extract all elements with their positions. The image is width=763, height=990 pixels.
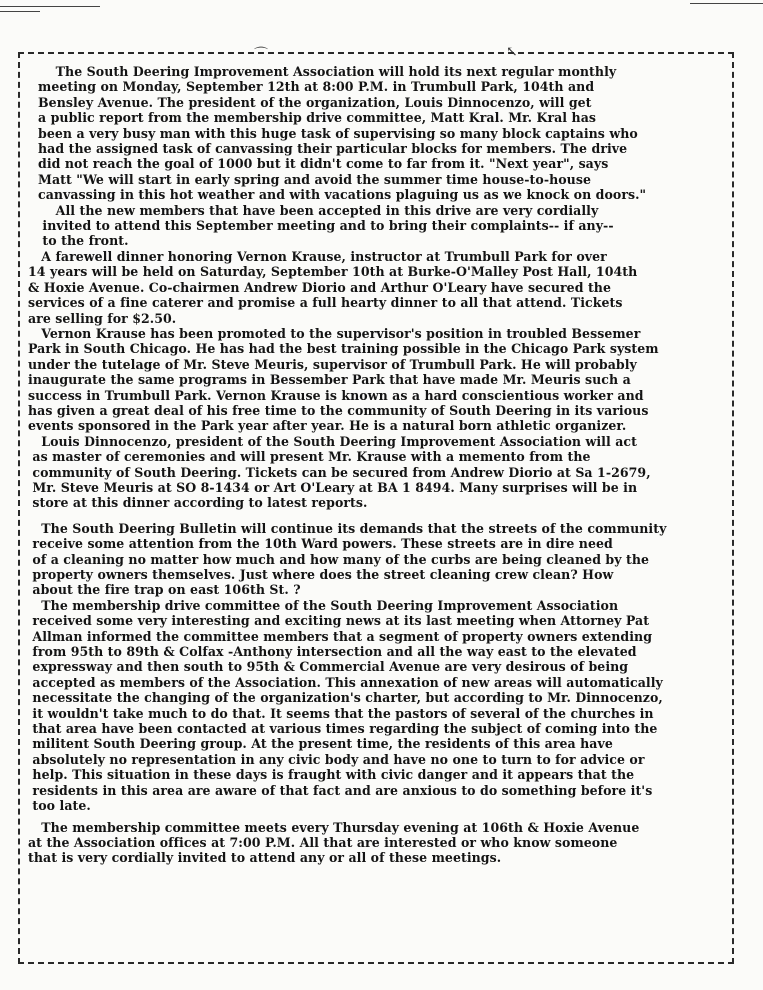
section-gap [28, 511, 718, 521]
text-line: residents in this area are aware of that fact and are anxious to do something before it's [28, 782, 653, 798]
paragraph-master-of-ceremonies [28, 434, 718, 511]
text-line: expressway and then south to 95th & Commercial Avenue are very desirous of being [28, 659, 629, 675]
text-line: inaugurate the same programs in Bessember Park that have made Mr. Meuris such a [28, 372, 631, 388]
text-line: it wouldn't take much to do that. It seems that the pastors of several of the churches in [28, 705, 654, 721]
paragraph-farewell-dinner [28, 249, 718, 326]
text-line: Allman informed the committee members that a segment of property owners extending [28, 628, 653, 644]
text-line: under the tutelage of Mr. Steve Meuris, supervisor of Trumbull Park. He will probably [28, 356, 637, 372]
text-line: to the front. [38, 233, 129, 249]
paragraph-krause-promotion [28, 326, 718, 434]
text-line: Vernon Krause has been promoted to the supervisor's position in troubled Bessemer [28, 325, 641, 341]
frame-notch-left: ⌒ [254, 47, 268, 63]
text-line: a public report from the membership drive committee, Matt Kral. Mr. Kral has [38, 110, 597, 126]
scan-mark-top-left-2 [0, 11, 40, 12]
paragraph-meeting [28, 64, 718, 203]
text-line: Park in South Chicago. He has had the best training possible in the Chicago Park system [28, 341, 659, 357]
text-line: as master of ceremonies and will present Mr. Krause with a memento from the [28, 449, 591, 465]
text-line: been a very busy man with this huge task of supervising so many block captains who [38, 125, 638, 141]
paragraph-street-cleaning [28, 521, 718, 598]
text-line: are selling for $2.50. [28, 310, 177, 326]
paragraph-annexation [28, 598, 718, 814]
text-line: accepted as members of the Association. This annexation of new areas will automatically [28, 674, 663, 690]
text-line: from 95th to 89th & Colfax -Anthony intersection and all the way east to the elevated [28, 644, 637, 660]
text-line: & Hoxie Avenue. Co-chairmen Andrew Diorio and Arthur O'Leary have secured the [28, 279, 611, 295]
text-line: The South Deering Bulletin will continue its demands that the streets of the community [28, 520, 667, 536]
text-line: success in Trumbull Park. Vernon Krause is known as a hard conscientious worker and [28, 387, 644, 403]
text-line: about the fire trap on east 106th St. ? [28, 582, 301, 598]
text-line: receive some attention from the 10th Ward powers. These streets are in dire need [28, 536, 613, 552]
bulletin-body [28, 64, 718, 866]
scan-mark-top-left [0, 6, 100, 7]
text-line: events sponsored in the Park year after year. He is a natural born athletic organizer. [28, 418, 627, 434]
text-line: invited to attend this September meeting and to bring their complaints-- if any-- [38, 218, 614, 234]
text-line: Louis Dinnocenzo, president of the South Deering Improvement Association will act [28, 433, 637, 449]
text-line: absolutely no representation in any civic body and have no one to turn to for advice or [28, 751, 645, 767]
text-line: did not reach the goal of 1000 but it didn't come to far from it. "Next year", says [38, 156, 609, 172]
text-line: All the new members that have been accepted in this drive are very cordially [38, 202, 599, 218]
text-line: that area have been contacted at various times regarding the subject of coming into the [28, 721, 658, 737]
text-line: property owners themselves. Just where does the street cleaning crew clean? How [28, 567, 614, 582]
text-line: services of a fine caterer and promise a full hearty dinner to all that attend. Tickets [28, 295, 623, 311]
text-line: too late. [28, 798, 91, 814]
text-line: Matt "We will start in early spring and avoid the summer time house-to-house [38, 171, 591, 187]
text-line: had the assigned task of canvassing their particular blocks for members. The drive [38, 141, 628, 157]
text-line: Mr. Steve Meuris at SO 8-1434 or Art O'Leary at BA 1 8494. Many surprises will be in [28, 479, 638, 495]
paragraph-new-members [28, 203, 718, 249]
text-line: help. This situation in these days is fraught with civic danger and it appears that the [28, 767, 635, 783]
text-line: 14 years will be held on Saturday, September 10th at Burke-O'Malley Post Hall, 104th [28, 264, 638, 280]
text-line: necessitate the changing of the organization's charter, but according to Mr. Dinnocenzo, [28, 690, 663, 706]
text-line: meeting on Monday, September 12th at 8:00 P.M. in Trumbull Park, 104th and [38, 79, 595, 95]
text-line: The membership committee meets every Thursday evening at 106th & Hoxie Avenue [28, 819, 640, 835]
paragraph-membership-meetings [28, 820, 718, 866]
text-line: militent South Deering group. At the present time, the residents of this area have [28, 736, 613, 752]
text-line: A farewell dinner honoring Vernon Krause, instructor at Trumbull Park for over [28, 248, 607, 264]
text-line: canvassing in this hot weather and with vacations plaguing us as we knock on doors." [38, 187, 647, 203]
text-line: community of South Deering. Tickets can be secured from Andrew Diorio at Sa 1-2679, [28, 464, 651, 480]
frame-notch-right: ↖ [506, 44, 518, 60]
text-line: of a cleaning no matter how much and how many of the curbs are being cleaned by the [28, 551, 650, 567]
text-line: received some very interesting and exciting news at its last meeting when Attorney Pat [28, 613, 650, 629]
scan-mark-top-right [690, 3, 763, 4]
text-line: Bensley Avenue. The president of the organization, Louis Dinnocenzo, will get [38, 94, 592, 110]
text-line: The membership drive committee of the South Deering Improvement Association [28, 597, 619, 613]
text-line: at the Association offices at 7:00 P.M. All that are interested or who know someone [28, 834, 618, 850]
text-line: that is very cordially invited to attend any or all of these meetings. [28, 850, 502, 866]
text-line: store at this dinner according to latest reports. [28, 495, 368, 511]
text-line: The South Deering Improvement Association will hold its next regular monthly [38, 64, 617, 79]
text-line: has given a great deal of his free time to the community of South Deering in its various [28, 402, 649, 418]
